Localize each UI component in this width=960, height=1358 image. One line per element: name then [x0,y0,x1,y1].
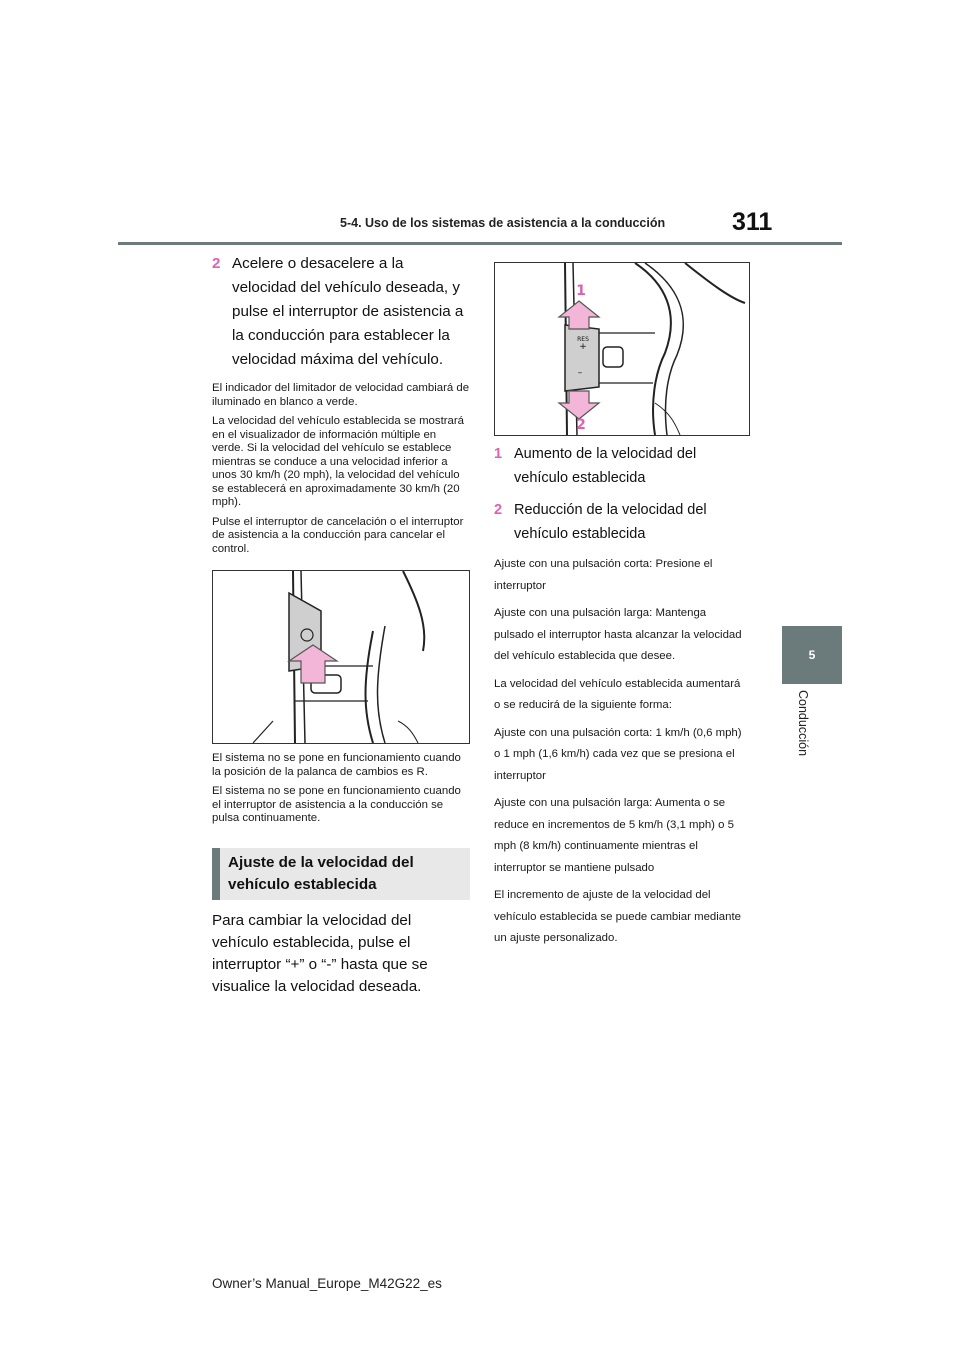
left-column [212,252,470,998]
section-heading-bar [212,848,220,900]
header-rule [118,242,842,245]
paragraph: La velocidad del vehículo establecida aumentará o se reducirá de la siguiente forma: [494,677,741,711]
section-title: 5-4. Uso de los sistemas de asistencia a la conducción [340,216,666,230]
paragraph: El incremento de ajuste de la velocidad del vehículo establecida se puede cambiar mediante un ajuste personalizado. [494,889,741,944]
section-heading-box [212,848,470,900]
item-text: Aumento de la velocidad del vehículo establecida [514,446,697,486]
chapter-tab [782,626,842,684]
footer-text: Owner’s Manual_Europe_M42G22_es [212,1276,442,1291]
paragraph: Ajuste con una pulsación corta: 1 km/h (0,6 mph) o 1 mph (1,6 km/h) cada vez que se presiona el interruptor [494,726,742,782]
legend-item [494,498,748,546]
minus-label: – [577,368,583,378]
chapter-name: Conducción [796,690,810,757]
note: El sistema no se pone en funcionamiento cuando la posición de la palanca de cambios es R. [212,752,461,778]
section-intro: Para cambiar la velocidad del vehículo establecida, pulse el interruptor “+” o “-” hasta que se visualice la velocidad deseada. [212,911,428,995]
note: El sistema no se pone en funcionamiento cuando el interruptor de asistencia a la conducción se pulsa continuamente. [212,785,461,824]
paragraph: Ajuste con una pulsación larga: Aumenta o se reduce en incrementos de 5 km/h (3,1 mph) o 5 mph (8 km/h) continuamente mientras el interruptor se mantiene pulsado [494,797,734,874]
step-text: Acelere o desacelere a la velocidad del vehículo deseada, y pulse el interruptor de asistencia a la conducción para establecer la velocidad máxima del vehículo. [232,255,464,368]
figure-label-up: 1 [576,283,586,299]
item-number: 2 [494,502,503,518]
right-column [494,262,748,956]
paragraph: La velocidad del vehículo establecida se mostrará en el visualizador de información múltiple en verde. Si la velocidad del vehículo se establece mientras se conduce a una velocidad inferior a unos 30 km/h (20 mph), la velocidad del vehículo se establecerá en aproximadamente 30 km/h (20 mph). [212,415,465,508]
item-number: 1 [494,446,503,462]
figure-label-down: 2 [576,417,586,433]
paragraph: Ajuste con una pulsación larga: Mantenga pulsado el interruptor hasta alcanzar la velocidad del vehículo establecida que desee. [494,607,742,662]
plus-label: + [579,342,587,352]
paragraph: Ajuste con una pulsación corta: Presione el interruptor [494,558,713,592]
item-text: Reducción de la velocidad del vehículo establecida [514,502,707,542]
paragraph: Pulse el interruptor de cancelación o el interruptor de asistencia a la conducción para cancelar el control. [212,515,464,555]
paragraph: El indicador del limitador de velocidad cambiará de iluminado en blanco a verde. [212,382,470,408]
steering-switch-illustration [212,570,470,744]
page-number: 311 [732,208,773,236]
speed-adjust-switch-illustration [494,262,750,436]
section-heading: Ajuste de la velocidad del vehículo establecida [228,853,414,893]
step-number: 2 [212,255,221,272]
procedure-step [212,252,470,372]
chapter-number: 5 [808,648,816,662]
legend-item [494,442,748,490]
res-label: RES [577,336,589,343]
